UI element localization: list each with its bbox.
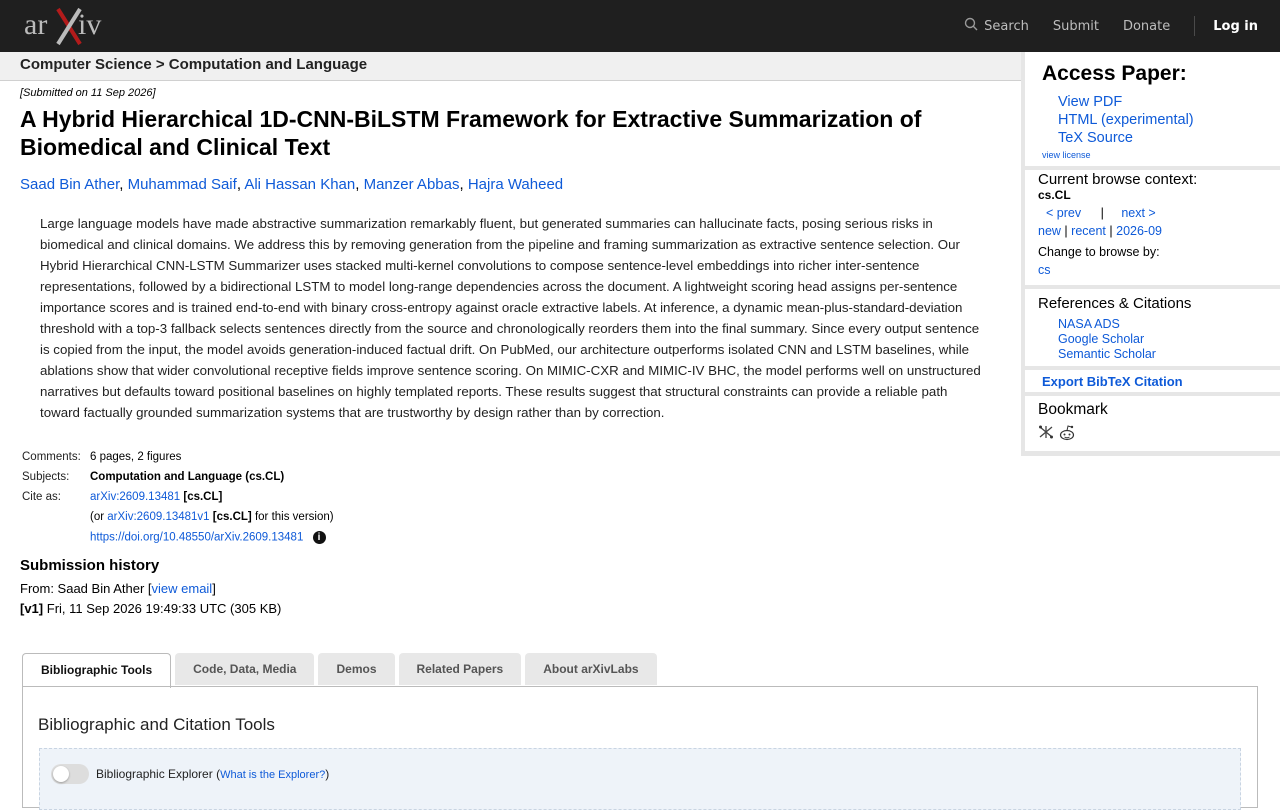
cite-version-row (20, 507, 336, 527)
html-link[interactable]: HTML (experimental) (1058, 112, 1194, 128)
nav-pipe: | (1109, 224, 1113, 238)
tab-code-data-media[interactable]: Code, Data, Media (175, 653, 314, 685)
search-label: Search (984, 18, 1029, 34)
login-link[interactable]: Log in (1213, 18, 1258, 34)
info-icon[interactable]: i (313, 531, 326, 544)
svg-text:iv: iv (78, 8, 102, 41)
bookmark-heading: Bookmark (1038, 401, 1108, 418)
semantic-scholar-link[interactable]: Semantic Scholar (1058, 347, 1156, 361)
author-link[interactable]: Saad Bin Ather (20, 176, 120, 193)
browse-cs-link[interactable]: cs (1038, 263, 1051, 277)
comments-row (20, 447, 336, 467)
explorer-help-link[interactable]: What is the Explorer? (220, 769, 326, 781)
access-paper-heading: Access Paper: (1042, 62, 1187, 85)
cite-row (20, 487, 336, 507)
author-link[interactable]: Muhammad Saif (127, 176, 237, 193)
tools-heading: Bibliographic and Citation Tools (38, 715, 275, 734)
export-bibtex-link[interactable]: Export BibTeX Citation (1042, 374, 1183, 389)
svg-text:ar: ar (24, 8, 48, 41)
tab-related-papers[interactable]: Related Papers (399, 653, 522, 685)
subjects-label: Subjects: (22, 471, 70, 483)
search-icon (964, 17, 978, 35)
version-label: [v1] (20, 601, 44, 616)
references-heading: References & Citations (1038, 295, 1192, 312)
prev-link[interactable]: < prev (1046, 206, 1082, 220)
paper-title: A Hybrid Hierarchical 1D-CNN-BiLSTM Framework for Extractive Summarization of Biomedical and Clinical Text (20, 106, 922, 160)
version-text: Fri, 11 Sep 2026 19:49:33 UTC (305 KB) (46, 601, 282, 616)
nav-pipe: | (1100, 206, 1104, 220)
for-this-version: for this version) (254, 511, 334, 523)
explorer-label-row: Bibliographic Explorer (What is the Explorer?) (96, 767, 330, 781)
author-link[interactable]: Hajra Waheed (467, 176, 564, 193)
cite-version-link[interactable]: arXiv:2609.13481v1 (107, 511, 210, 523)
top-nav-bar (0, 0, 1280, 52)
nav-divider (1194, 16, 1195, 36)
cite-value (88, 487, 336, 507)
submission-date: [Submitted on 11 Sep 2026] (20, 87, 156, 99)
submission-from (20, 581, 216, 596)
nav-pipe: | (1064, 224, 1068, 238)
from-suffix: ] (212, 581, 216, 596)
bookmark-icons (1038, 424, 1076, 447)
comments-value: 6 pages, 2 figures (90, 451, 182, 463)
change-browse-label: Change to browse by: (1038, 245, 1160, 259)
cite-version-value (88, 507, 336, 527)
doi-value (88, 527, 336, 547)
search-link[interactable] (964, 17, 1029, 35)
listing-nav (1038, 224, 1162, 238)
nasa-ads-link[interactable]: NASA ADS (1058, 317, 1120, 331)
view-license-link[interactable]: view license (1042, 150, 1091, 160)
month-link[interactable]: 2026-09 (1116, 224, 1162, 238)
cite-label: Cite as: (22, 491, 61, 503)
explorer-toggle[interactable] (51, 764, 89, 784)
abstract: Large language models have made abstractive summarization remarkably fluent, but generated summaries can hallucinate facts, posing serious risks in biomedical and clinical domains. We address this by removing generation from the pipeline and framing summarization as extractive sentence selection. Our Hybrid Hierarchical CNN-LSTM Summarizer uses stacked multi-kernel convolutions to compose sentence-level embeddings into richer inter-sentence representations, followed by a bidirectional LSTM to model long-range dependencies across the document. A lightweight scoring head assigns per-sentence importance scores and is trained end-to-end with binary cross-entropy against oracle extractive labels. At inference, a dynamic mean-plus-standard-deviation threshold with a top-3 fallback selects sentences directly from the source and chronologically reorders them into the final summary. Since every output sentence is copied from the input, the model avoids generation-induced factual drift. On PubMed, our architecture outperforms isolated CNN and LSTM baselines, while ablations show that wider convolutional receptive fields improve sentence scoring. On MIMIC-CXR and MIMIC-IV BHC, the model performs well on unstructured narratives but defaults toward positional baselines on highly templated reports. These results suggest that structural constraints can provide a reliable path toward factually grounded summarization systems that are trustworthy by design rather than by correction. (40, 216, 981, 420)
author-link[interactable]: Manzer Abbas (363, 176, 460, 193)
labs-tabs (22, 653, 661, 688)
access-links (1058, 93, 1194, 147)
prev-next-nav (1046, 206, 1156, 220)
references-links (1058, 317, 1156, 362)
comments-label: Comments: (22, 451, 81, 463)
google-scholar-link[interactable]: Google Scholar (1058, 332, 1145, 346)
breadcrumb: Computer Science > Computation and Language (20, 56, 368, 73)
explorer-label: Bibliographic Explorer (96, 767, 213, 781)
subjects-value: Computation and Language (cs.CL) (90, 471, 285, 483)
or-prefix: (or (90, 511, 105, 523)
tab-bibliographic-tools[interactable]: Bibliographic Tools (22, 653, 171, 688)
browse-context-heading: Current browse context: (1038, 171, 1198, 188)
from-text: From: Saad Bin Ather [ (20, 581, 152, 596)
cite-version-category: [cs.CL] (212, 511, 252, 523)
submit-link[interactable]: Submit (1052, 18, 1099, 34)
doi-link[interactable]: https://doi.org/10.48550/arXiv.2609.13481 (90, 531, 304, 544)
donate-link[interactable]: Donate (1122, 18, 1171, 34)
top-nav (964, 0, 1280, 52)
reddit-icon[interactable] (1058, 424, 1076, 447)
tab-about-arxivlabs[interactable]: About arXivLabs (525, 653, 656, 685)
tab-demos[interactable]: Demos (318, 653, 394, 685)
arxiv-logo[interactable] (22, 6, 114, 46)
version-entry (20, 601, 281, 616)
submission-history-heading: Submission history (20, 557, 160, 574)
bibsonomy-icon[interactable] (1038, 424, 1054, 447)
next-link[interactable]: next > (1121, 206, 1156, 220)
new-link[interactable]: new (1038, 224, 1061, 238)
cite-category: [cs.CL] (183, 491, 223, 503)
browse-context-category: cs.CL (1038, 188, 1071, 202)
author-link[interactable]: Ali Hassan Khan (244, 176, 356, 193)
tex-source-link[interactable]: TeX Source (1058, 130, 1133, 146)
cite-id-link[interactable]: arXiv:2609.13481 (90, 491, 181, 503)
subjects-row (20, 467, 336, 487)
doi-row (20, 527, 336, 547)
view-pdf-link[interactable]: View PDF (1058, 94, 1123, 110)
author-list: Saad Bin Ather, Muhammad Saif, Ali Hassan Khan, Manzer Abbas, Hajra Waheed (20, 176, 564, 193)
recent-link[interactable]: recent (1071, 224, 1106, 238)
metadata-table (20, 447, 336, 547)
view-email-link[interactable]: view email (151, 581, 213, 596)
